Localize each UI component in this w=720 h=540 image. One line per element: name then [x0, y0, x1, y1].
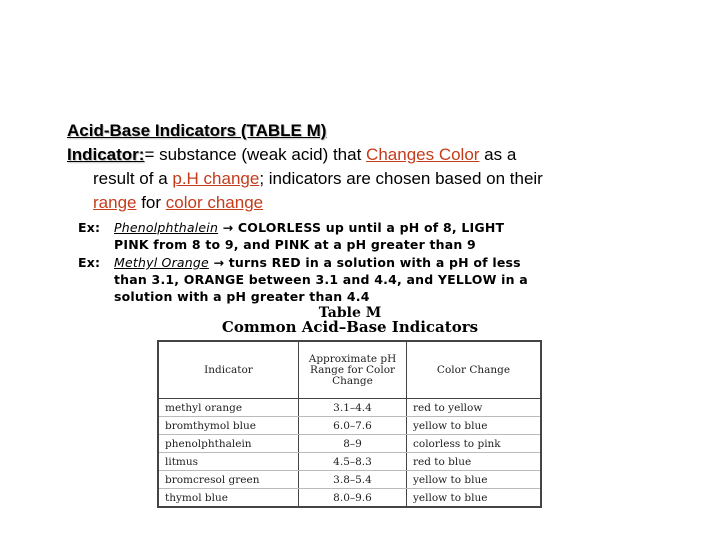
cell-color-change: yellow to blue: [407, 489, 542, 508]
cell-ph-range: 8.0–9.6: [299, 489, 407, 508]
cell-ph-range: 8–9: [299, 435, 407, 453]
table-row: [158, 399, 541, 417]
table-caption-title: Table M: [318, 305, 382, 321]
highlight-color-change: color change: [165, 193, 264, 212]
definition-line-1: [67, 143, 707, 167]
slide-heading: Acid-Base Indicators (TABLE M): [67, 121, 327, 140]
example-phenolphthalein: [78, 219, 504, 253]
cell-indicator: phenolphthalein: [158, 435, 299, 453]
definition-text-5: for: [136, 193, 166, 212]
example-indicator-name: Methyl Orange: [114, 255, 209, 270]
cell-ph-range: 3.1–4.4: [299, 399, 407, 417]
definition-text-2: as a: [479, 145, 517, 164]
example-line: than 3.1, ORANGE between 3.1 and 4.4, and YELLOW in a: [114, 272, 528, 287]
example-methyl-orange: [78, 254, 528, 305]
highlight-range: range: [93, 193, 137, 212]
cell-color-change: red to blue: [407, 453, 542, 471]
definition-line-3: [67, 191, 707, 215]
definition-line-2: [67, 167, 707, 191]
slide-text-block: [67, 119, 707, 215]
cell-indicator: bromcresol green: [158, 471, 299, 489]
definition-term: Indicator:: [67, 145, 145, 164]
cell-indicator: bromthymol blue: [158, 417, 299, 435]
cell-ph-range: 4.5–8.3: [299, 453, 407, 471]
cell-indicator: methyl orange: [158, 399, 299, 417]
example-label: Ex:: [78, 220, 101, 235]
definition-text-1: = substance (weak acid) that: [144, 145, 367, 164]
highlight-changes-color: Changes Color: [366, 145, 480, 164]
example-line: solution with a pH greater than 4.4: [114, 289, 370, 304]
example-line: → COLORLESS up until a pH of 8, LIGHT: [218, 220, 505, 235]
example-label: Ex:: [78, 255, 101, 270]
cell-ph-range: 3.8–5.4: [299, 471, 407, 489]
column-header-ph-range: Approximate pH Range for Color Change: [299, 341, 407, 399]
cell-color-change: yellow to blue: [407, 417, 542, 435]
table-caption-subtitle: Common Acid–Base Indicators: [221, 318, 479, 336]
definition-text-3: result of a: [93, 169, 173, 188]
example-line: → turns RED in a solution with a pH of less: [208, 255, 521, 270]
column-header-indicator: Indicator: [158, 341, 299, 399]
cell-color-change: yellow to blue: [407, 471, 542, 489]
table-header-row: [158, 341, 541, 399]
table-row: [158, 489, 541, 508]
cell-color-change: red to yellow: [407, 399, 542, 417]
cell-ph-range: 6.0–7.6: [299, 417, 407, 435]
table-row: [158, 417, 541, 435]
table-row: [158, 471, 541, 489]
cell-indicator: thymol blue: [158, 489, 299, 508]
cell-indicator: litmus: [158, 453, 299, 471]
example-indicator-name: Phenolphthalein: [114, 220, 219, 235]
highlight-ph-change: p.H change: [172, 169, 260, 188]
example-line: PINK from 8 to 9, and PINK at a pH greater than 9: [114, 237, 476, 252]
table-row: [158, 453, 541, 471]
cell-color-change: colorless to pink: [407, 435, 542, 453]
definition-text-4: ; indicators are chosen based on their: [259, 169, 543, 188]
table-row: [158, 435, 541, 453]
column-header-color-change: Color Change: [407, 341, 542, 399]
indicator-table: [157, 340, 542, 508]
